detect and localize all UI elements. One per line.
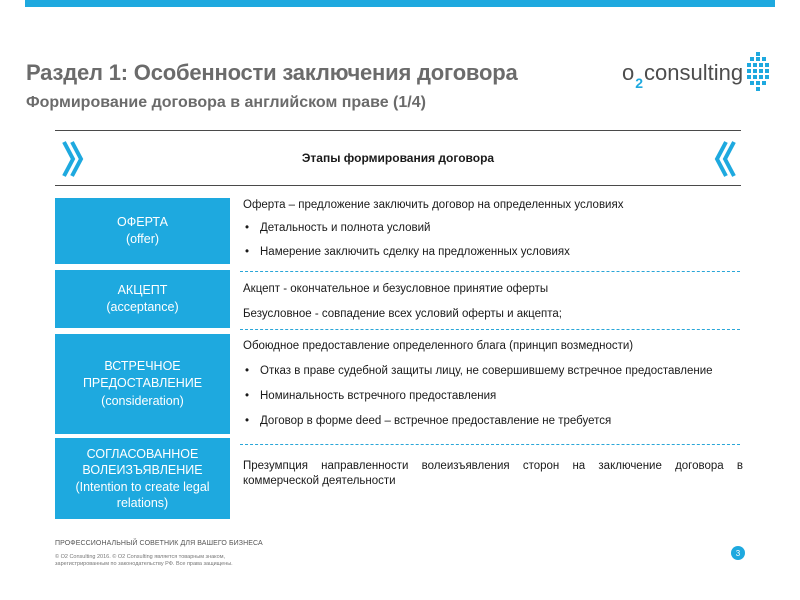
logo-text-consulting: consulting	[644, 60, 744, 85]
row-divider	[240, 329, 740, 330]
bullet-item: • Номинальность встречного предоставления	[243, 389, 743, 404]
stage-label-ru: ВОЛЕИЗЪЯВЛЕНИЕ	[82, 463, 203, 478]
stage-description-acceptance	[243, 282, 743, 322]
stage-label-ru: ВСТРЕЧНОЕ	[104, 358, 181, 373]
stage-label-en: (Intention to create legal	[75, 479, 210, 494]
description-lead: Оферта – предложение заключить договор на определенных условиях	[243, 199, 624, 211]
copyright-line: © O2 Consulting 2016. © O2 Consulting является товарным знаком,	[55, 554, 226, 560]
logo-wordmark	[622, 60, 744, 91]
stage-description-consideration	[243, 339, 743, 429]
description-lead: Обоюдное предоставление определенного блага (принцип возмедности)	[243, 340, 634, 352]
top-accent-bar	[25, 0, 775, 7]
copyright-line: зарегистрированным по законодательству РФ. Все права защищены.	[55, 561, 233, 568]
stage-label-en: (offer)	[125, 232, 160, 246]
stage-label-en: (acceptance)	[106, 300, 179, 314]
description-bullets	[243, 221, 743, 260]
company-logo	[622, 52, 772, 98]
stage-label-consideration	[55, 334, 230, 434]
footer-copyright	[55, 554, 315, 569]
row-divider	[240, 271, 740, 272]
stage-label-acceptance	[55, 270, 230, 328]
stage-description-intention: Презумпция направленности волеизъявления сторон на заключение договора в коммерческой деятельности	[243, 460, 743, 487]
row-divider	[240, 444, 740, 445]
logo-text-subscript: 2	[635, 75, 644, 91]
stage-label-ru: ОФЕРТА	[117, 214, 168, 229]
double-chevron-left-icon	[714, 140, 736, 178]
page-number-badge: 3	[731, 546, 745, 560]
bullet-item: • Детальность и полнота условий	[243, 221, 743, 236]
header-bottom-rule	[55, 185, 741, 186]
slide-subtitle: Формирование договора в английском праве (1/4)	[26, 94, 426, 111]
stages-heading: Этапы формирования договора	[301, 151, 495, 165]
header-top-rule	[55, 130, 741, 131]
logo-text-o: o	[622, 60, 635, 85]
stage-label-offer	[55, 198, 230, 264]
bullet-item: • Отказ в праве судебной защиты лицу, не совершившему встречное предоставление	[243, 364, 743, 379]
dot-grid-logo-icon	[747, 52, 771, 98]
description-line: Безусловное - совпадение всех условий оферты и акцепта;	[243, 307, 562, 320]
stage-label-en: (consideration)	[101, 393, 184, 408]
description-lead: Акцепт - окончательное и безусловное принятие оферты	[243, 283, 549, 295]
footer-tagline: ПРОФЕССИОНАЛЬНЫЙ СОВЕТНИК ДЛЯ ВАШЕГО БИЗНЕСА	[55, 540, 263, 547]
stage-label-ru: СОГЛАСОВАННОЕ	[86, 447, 199, 461]
stage-label-ru: АКЦЕПТ	[117, 282, 168, 297]
stage-label-intention	[55, 438, 230, 519]
stage-description-offer	[243, 198, 743, 260]
bullet-item: • Намерение заключить сделку на предложенных условиях	[243, 245, 743, 260]
stage-label-ru: ПРЕДОСТАВЛЕНИЕ	[82, 376, 203, 391]
slide-title: Раздел 1: Особенности заключения договора	[26, 60, 518, 85]
description-bullets	[243, 364, 743, 429]
stage-label-en: relations)	[116, 495, 169, 510]
bullet-item: • Договор в форме deed – встречное предоставление не требуется	[243, 414, 743, 429]
